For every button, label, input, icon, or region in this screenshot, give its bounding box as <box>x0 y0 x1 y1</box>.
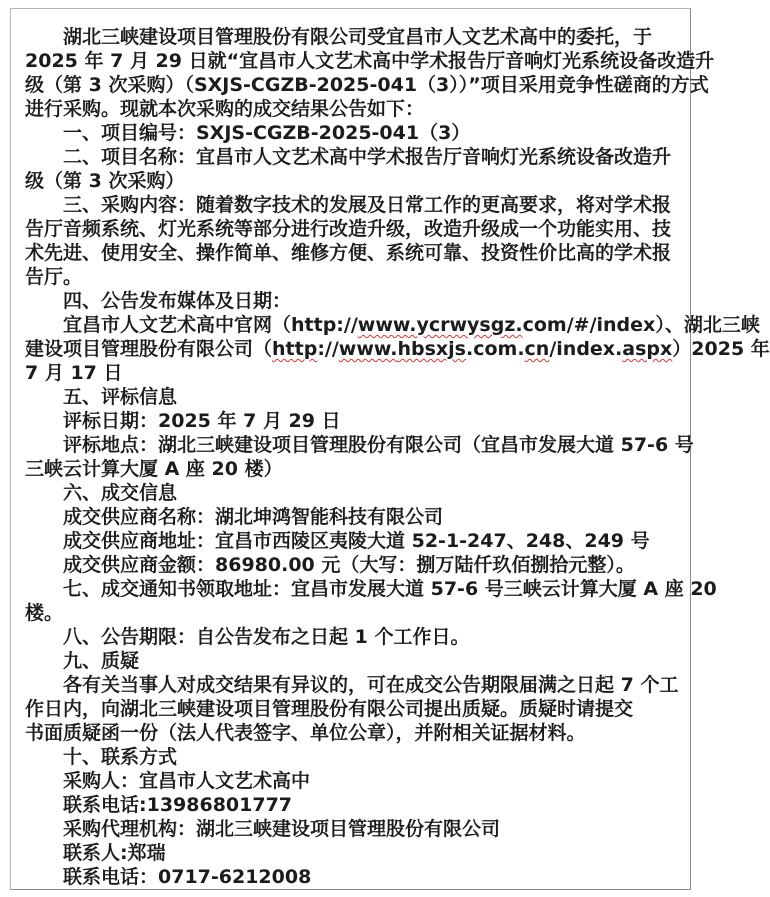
notice-pickup-line: 七、成交通知书领取地址：宜昌市发展大道 57-6 号三峡云计算大厦 A 座 20 <box>63 578 717 600</box>
misspelled-url-segment: cn <box>524 338 550 360</box>
url-text: .com. <box>465 338 525 360</box>
misspelled-url-segment: www. <box>357 314 417 336</box>
publish-media-heading: 四、公告发布媒体及日期： <box>63 290 292 312</box>
award-info-heading: 六、成交信息 <box>63 482 178 504</box>
announcement-document-page <box>10 8 770 890</box>
evaluation-place-line: 三峡云计算大厦 A 座 20 楼） <box>25 458 283 480</box>
query-body-line: 各有关当事人对成交结果有异议的，可在成交公告期限届满之日起 7 个工 <box>63 674 679 696</box>
supplier-name-line: 成交供应商名称：湖北坤鸿智能科技有限公司 <box>63 506 444 528</box>
misspelled-url-segment: hbsxjs <box>397 338 466 360</box>
publish-media-url-line <box>25 337 770 361</box>
query-heading: 九、质疑 <box>63 650 140 672</box>
url-text: 宜昌市人文艺术高中官网（http:// <box>63 314 358 336</box>
agency-contact-line: 联系人:郑瑞 <box>63 842 166 864</box>
publish-date-line: 7 月 17 日 <box>25 362 123 384</box>
agency-line: 采购代理机构：湖北三峡建设项目管理股份有限公司 <box>63 818 501 840</box>
misspelled-url-segment: http <box>272 338 318 360</box>
evaluation-heading: 五、评标信息 <box>63 386 178 408</box>
url-text: 建设项目管理股份有限公司（ <box>25 338 273 360</box>
procurement-content-line: 术先进、使用安全、操作简单、维修方便、系统可靠、投资性价比高的学术报 <box>25 242 672 264</box>
procurement-content-line: 告厅音频系统、灯光系统等部分进行改造升级，改造升级成一个功能实用、技 <box>25 218 672 240</box>
url-text: ）、湖北三峡 <box>655 314 760 336</box>
project-number-line: 一、项目编号：SXJS-CGZB-2025-041（3） <box>63 122 471 144</box>
url-text: com/#/index <box>522 314 656 336</box>
project-name-line: 级（第 3 次采购） <box>25 170 185 192</box>
url-text: ）2025 年 <box>672 338 770 360</box>
intro-line: 湖北三峡建设项目管理股份有限公司受宜昌市人文艺术高中的委托，于 <box>63 26 653 48</box>
url-text: :// <box>317 338 339 360</box>
query-body-line: 书面质疑函一份（法人代表签字、单位公章），并附相关证据材料。 <box>25 722 586 744</box>
notice-pickup-line: 楼。 <box>25 602 64 624</box>
query-body-line: 作日内，向湖北三峡建设项目管理股份有限公司提出质疑。质疑时请提交 <box>25 698 634 720</box>
purchaser-phone-line: 联系电话:13986801777 <box>63 794 293 816</box>
supplier-amount-line: 成交供应商金额：86980.00 元（大写：捌万陆仟玖佰捌拾元整）。 <box>63 554 635 576</box>
evaluation-date-line: 评标日期：2025 年 7 月 29 日 <box>63 410 341 432</box>
procurement-content-line: 三、采购内容：随着数字技术的发展及日常工作的更高要求，将对学术报 <box>63 194 672 216</box>
misspelled-url-segment: www. <box>338 338 398 360</box>
purchaser-line: 采购人：宜昌市人文艺术高中 <box>63 770 311 792</box>
misspelled-url-segment: ycrwysgz. <box>416 314 523 336</box>
intro-line: 级（第 3 次采购）（SXJS-CGZB-2025-041（3））”项目采用竞争性磋商的方式 <box>25 74 709 96</box>
intro-line: 2025 年 7 月 29 日就“宜昌市人文艺术高中学术报告厅音响灯光系统设备改造升 <box>25 50 715 72</box>
evaluation-place-line: 评标地点：湖北三峡建设项目管理股份有限公司（宜昌市发展大道 57-6 号 <box>63 434 694 456</box>
intro-line: 进行采购。现就本次采购的成交结果公告如下： <box>25 98 425 120</box>
misspelled-url-segment: aspx <box>622 338 673 360</box>
publish-media-url-line <box>25 313 760 337</box>
agency-phone-line: 联系电话：0717-6212008 <box>63 866 312 888</box>
url-text: /index. <box>549 338 623 360</box>
announcement-period-line: 八、公告期限：自公告发布之日起 1 个工作日。 <box>63 626 470 648</box>
procurement-content-line: 告厅。 <box>25 266 83 288</box>
supplier-address-line: 成交供应商地址：宜昌市西陵区夷陵大道 52-1-247、248、249 号 <box>63 530 650 552</box>
contact-heading: 十、联系方式 <box>63 746 178 768</box>
project-name-line: 二、项目名称：宜昌市人文艺术高中学术报告厅音响灯光系统设备改造升 <box>63 146 672 168</box>
